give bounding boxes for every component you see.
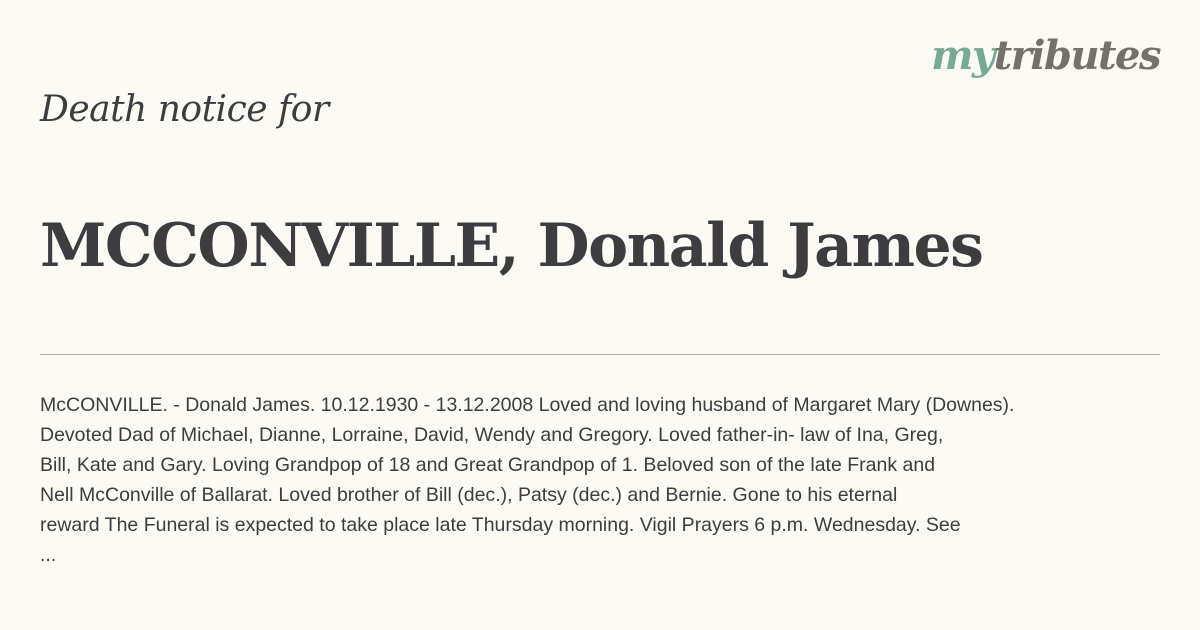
divider bbox=[40, 354, 1160, 355]
mytributes-logo[interactable] bbox=[931, 32, 1160, 80]
notice-line: Nell McConville of Ballarat. Loved brother of Bill (dec.), Patsy (dec.) and Bernie. Gone to his eternal bbox=[40, 484, 898, 506]
notice-line: Bill, Kate and Gary. Loving Grandpop of 18 and Great Grandpop of 1. Beloved son of the late Frank and bbox=[40, 454, 936, 476]
logo-tributes-text: tributes bbox=[993, 32, 1160, 79]
logo-my-text: my bbox=[931, 32, 994, 79]
notice-ellipsis: ... bbox=[40, 544, 57, 566]
notice-kicker: Death notice for bbox=[40, 89, 329, 130]
notice-text bbox=[40, 390, 1120, 570]
notice-line: Devoted Dad of Michael, Dianne, Lorraine, David, Wendy and Gregory. Loved father-in- law of Ina, Greg, bbox=[40, 424, 944, 446]
notice-line: reward The Funeral is expected to take place late Thursday morning. Vigil Prayers 6 p.m. Wednesday. See bbox=[40, 514, 961, 536]
notice-line: McCONVILLE. - Donald James. 10.12.1930 - 13.12.2008 Loved and loving husband of Margaret Mary (Downes). bbox=[40, 394, 1015, 416]
deceased-name: MCCONVILLE, Donald James bbox=[40, 211, 983, 281]
